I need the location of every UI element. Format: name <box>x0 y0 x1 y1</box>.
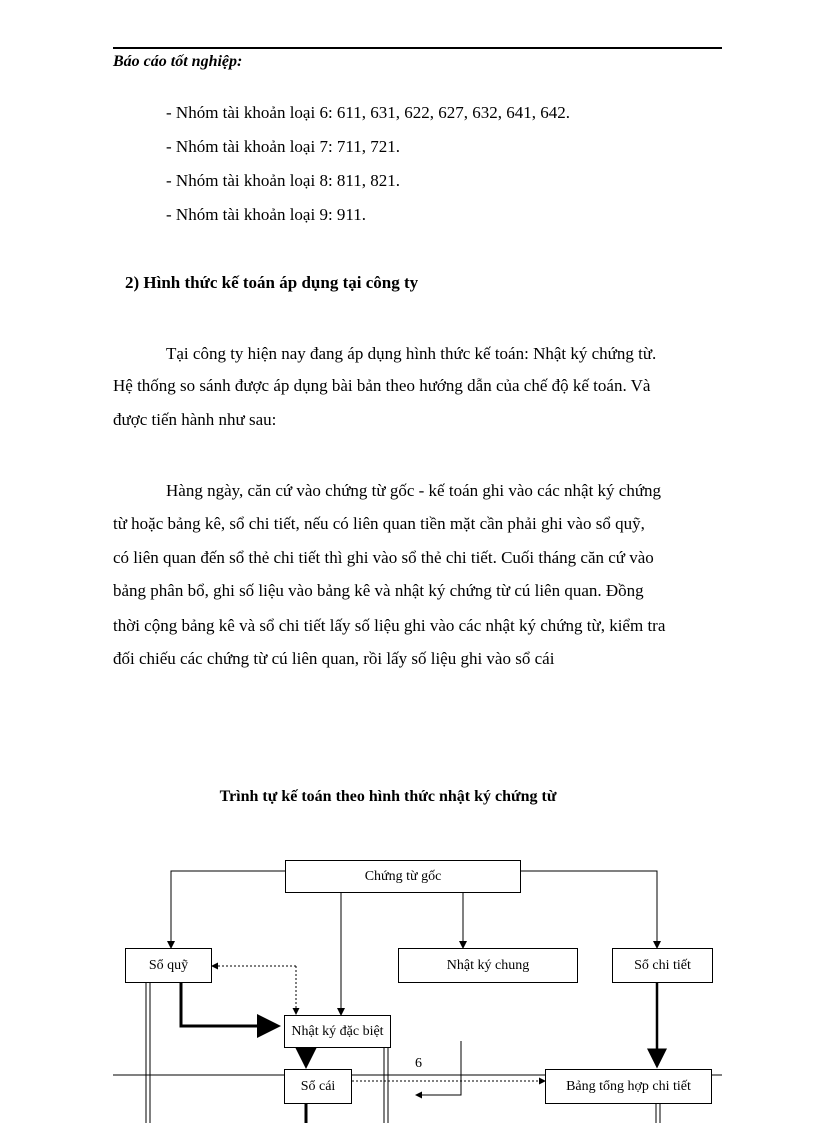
paragraph1-line2: Hệ thống so sánh được áp dụng bài bản theo hướng dẫn của chế độ kế toán. Và <box>113 376 651 395</box>
report-header: Báo cáo tốt nghiệp: <box>113 53 243 70</box>
paragraph2-line2: từ hoặc bảng kê, sổ chi tiết, nếu có liên quan tiền mặt cần phải ghi vào sổ quỹ, <box>113 514 645 533</box>
general-journal-box: Nhật ký chung <box>398 948 578 983</box>
detail-summary-box: Bảng tổng hợp chi tiết <box>545 1069 712 1104</box>
paragraph2-line4: bảng phân bổ, ghi số liệu vào bảng kê và nhật ký chứng từ cú liên quan. Đồng <box>113 581 644 600</box>
paragraph1-line1: Tại công ty hiện nay đang áp dụng hình thức kế toán: Nhật ký chứng từ. <box>166 344 657 363</box>
paragraph2-line6: đối chiếu các chứng từ cú liên quan, rồi lấy số liệu ghi vào sổ cái <box>113 649 555 668</box>
paragraph2-line1: Hàng ngày, căn cứ vào chứng từ gốc - kế toán ghi vào các nhật ký chứng <box>166 481 662 500</box>
source-document-box: Chứng từ gốc <box>285 860 521 893</box>
special-journal-box: Nhật ký đặc biệt <box>284 1015 391 1048</box>
cash-book-box: Sổ quỹ <box>125 948 212 983</box>
step-number-label: 6 <box>415 1056 422 1071</box>
chart-title: Trình tự kế toán theo hình thức nhật ký chứng từ <box>219 788 557 805</box>
account-group-9: - Nhóm tài khoản loại 9: 911. <box>166 205 367 224</box>
paragraph2-line5: thời cộng bảng kê và sổ chi tiết lấy số liệu ghi vào các nhật ký chứng từ, kiểm tra <box>113 616 666 635</box>
paragraph1-line3: được tiến hành như sau: <box>113 410 277 429</box>
detail-book-box: Sổ chi tiết <box>612 948 713 983</box>
account-group-8: - Nhóm tài khoản loại 8: 811, 821. <box>166 171 401 190</box>
ledger-box: Sổ cái <box>284 1069 352 1104</box>
section-title: 2) Hình thức kế toán áp dụng tại công ty <box>125 273 419 292</box>
account-group-7: - Nhóm tài khoản loại 7: 711, 721. <box>166 137 401 156</box>
paragraph2-line3: có liên quan đến sổ thẻ chi tiết thì ghi vào sổ thẻ chi tiết. Cuối tháng căn cứ vào <box>113 548 654 567</box>
account-group-6: - Nhóm tài khoản loại 6: 611, 631, 622, 627, 632, 641, 642. <box>166 103 571 122</box>
